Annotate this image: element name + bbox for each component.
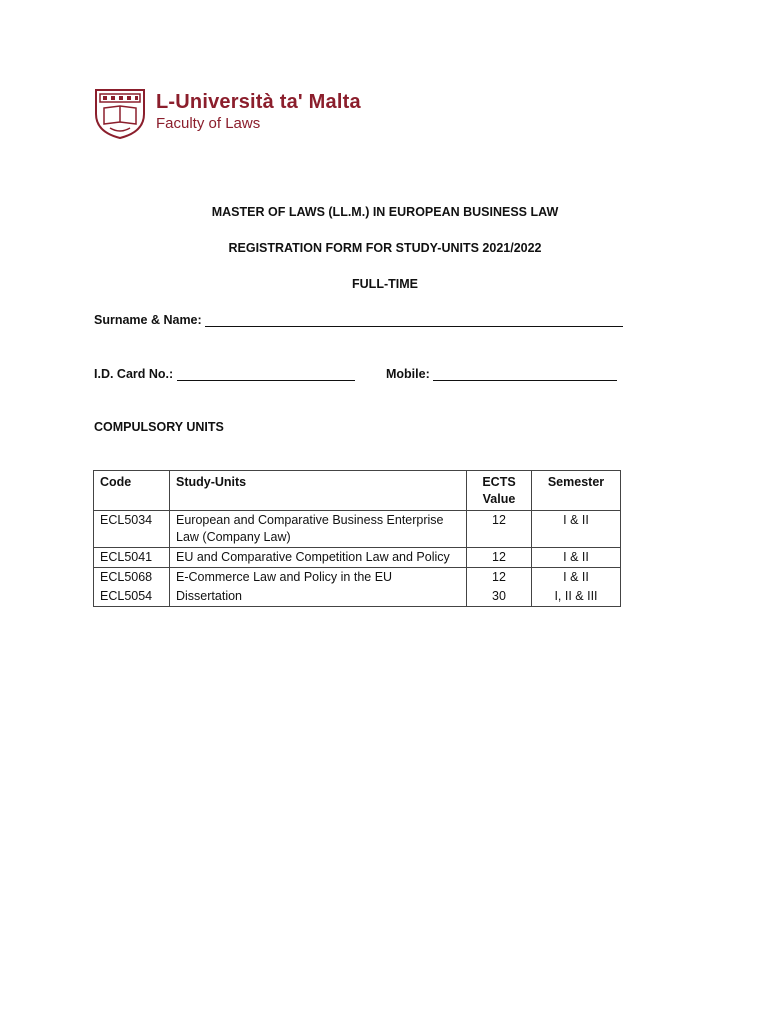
surname-name-line[interactable] [205, 313, 623, 327]
surname-name-label: Surname & Name: [94, 313, 202, 327]
table-header-row [94, 471, 621, 511]
unit-code: ECL5034 [94, 511, 170, 548]
units-table [93, 470, 621, 607]
unit-code: ECL5041 [94, 548, 170, 568]
surname-name-field[interactable] [94, 313, 623, 327]
unit-ects: 12 [467, 511, 532, 548]
unit-semester: I, II & III [532, 587, 621, 607]
mobile-line[interactable] [433, 367, 617, 381]
university-crest-icon [92, 84, 148, 140]
unit-title: E-Commerce Law and Policy in the EU [170, 568, 467, 588]
header-code: Code [94, 471, 170, 511]
unit-semester: I & II [532, 548, 621, 568]
unit-title: EU and Comparative Competition Law and Policy [170, 548, 467, 568]
id-card-label: I.D. Card No.: [94, 367, 174, 381]
form-title: REGISTRATION FORM FOR STUDY-UNITS 2021/2022 [228, 241, 542, 255]
table-row [94, 511, 621, 548]
header-study-units: Study-Units [170, 471, 467, 511]
id-card-field[interactable] [94, 367, 355, 381]
university-name: L-Università ta' Malta [156, 91, 361, 113]
mode-title: FULL-TIME [352, 277, 418, 291]
unit-title: European and Comparative Business Enterprise Law (Company Law) [170, 511, 467, 548]
unit-ects: 12 [467, 548, 532, 568]
header-semester: Semester [532, 471, 621, 511]
unit-semester: I & II [532, 568, 621, 588]
mobile-field[interactable] [386, 367, 617, 381]
university-logo [92, 84, 361, 140]
table-row [94, 548, 621, 568]
unit-semester: I & II [532, 511, 621, 548]
unit-code: ECL5068 [94, 568, 170, 588]
mobile-label: Mobile: [386, 367, 430, 381]
section-title: COMPULSORY UNITS [94, 420, 224, 434]
unit-title: Dissertation [170, 587, 467, 607]
table-row [94, 568, 621, 588]
programme-title: MASTER OF LAWS (LL.M.) IN EUROPEAN BUSINESS LAW [211, 205, 559, 219]
id-card-line[interactable] [177, 367, 355, 381]
table-row [94, 587, 621, 607]
unit-code: ECL5054 [94, 587, 170, 607]
faculty-name: Faculty of Laws [156, 115, 261, 132]
header-ects: ECTS Value [467, 471, 532, 511]
unit-ects: 30 [467, 587, 532, 607]
unit-ects: 12 [467, 568, 532, 588]
